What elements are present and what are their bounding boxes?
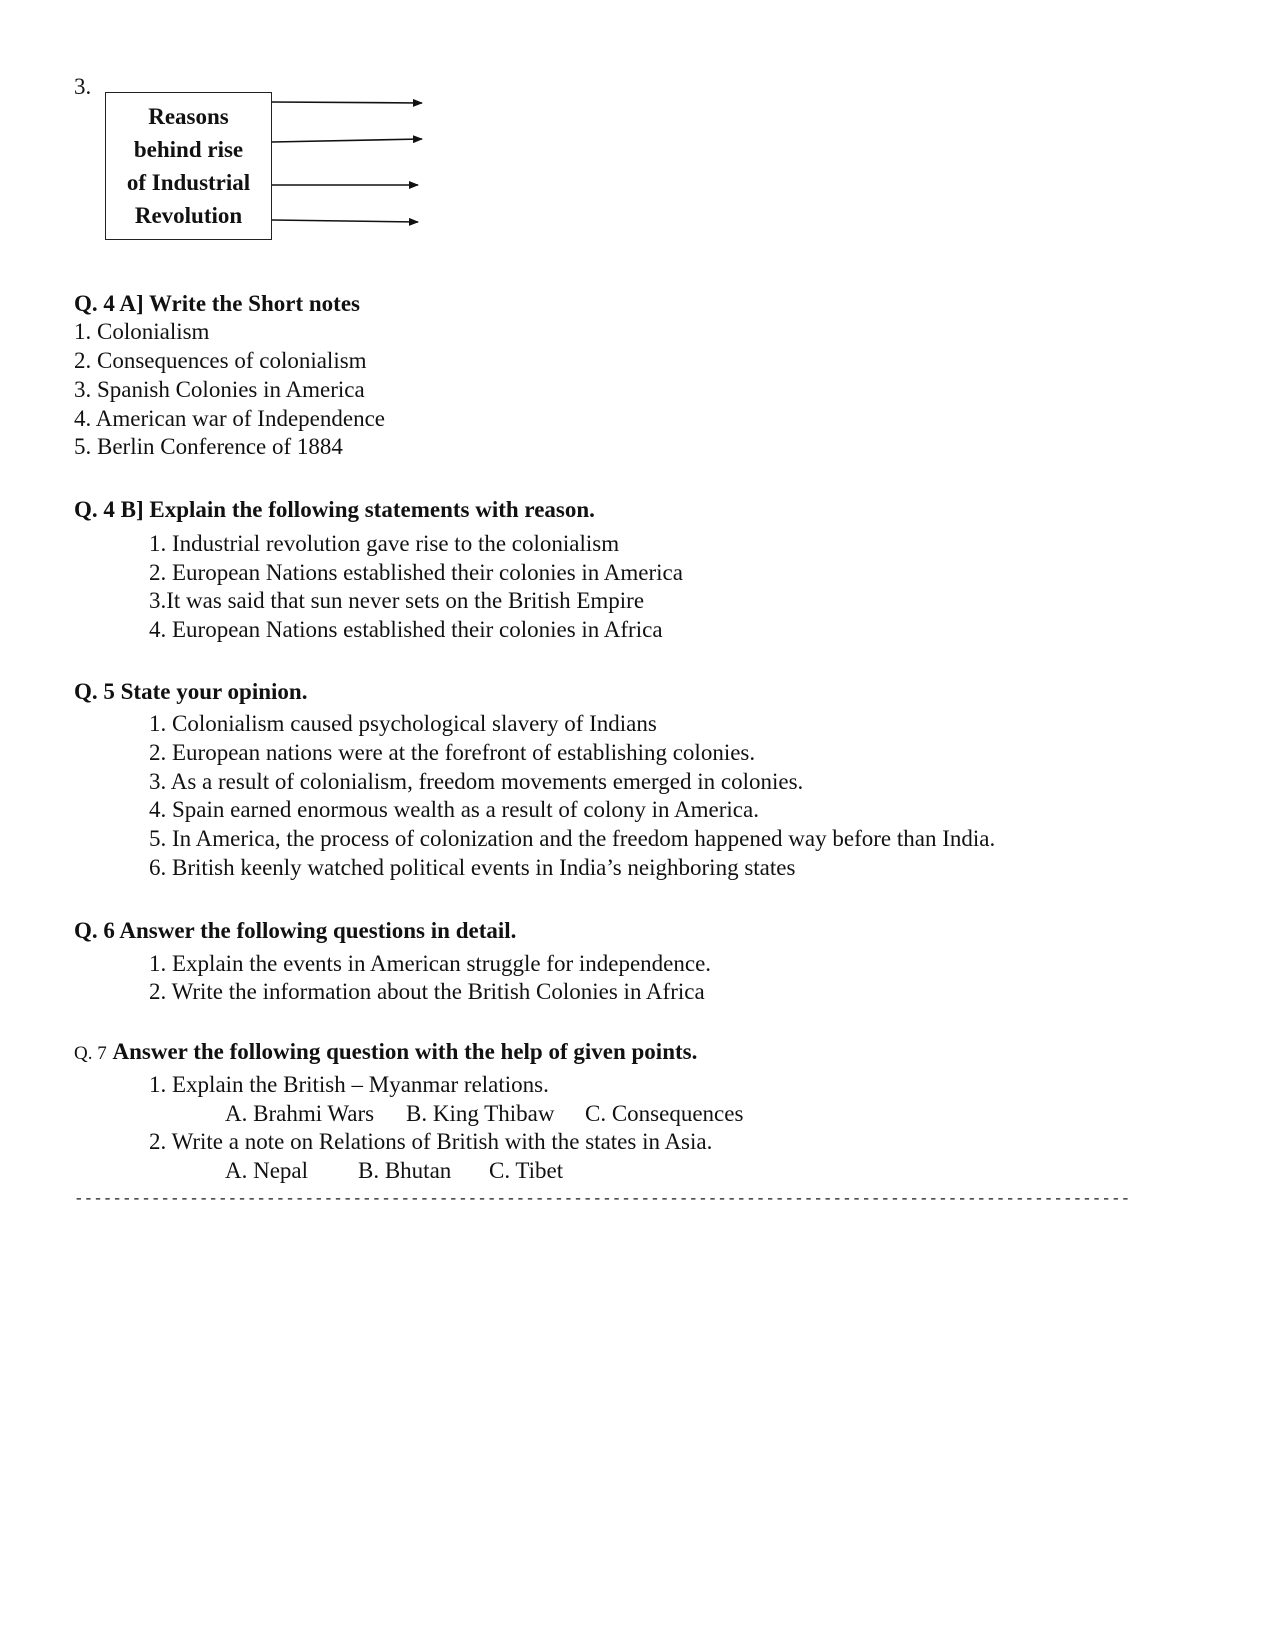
q4a-item: 3. Spanish Colonies in America [74, 377, 365, 402]
q4a-item: 5. Berlin Conference of 1884 [74, 434, 343, 459]
q7-point: B. King Thibaw [406, 1101, 555, 1126]
diagram-number: 3. [74, 74, 92, 99]
q7-point: A. Nepal [225, 1158, 309, 1183]
q4a-heading: Q. 4 A] Write the Short notes [74, 291, 360, 316]
diagram-arrows [270, 90, 430, 230]
arrow [272, 220, 418, 222]
arrow [272, 102, 422, 103]
q5-item: 6. British keenly watched political events in India’s neighboring states [149, 855, 796, 880]
q4b-item: 3.It was said that sun never sets on the British Empire [149, 588, 645, 613]
diagram-box [105, 92, 272, 240]
q5-item: 4. Spain earned enormous wealth as a result of colony in America. [149, 797, 759, 822]
q4b-item: 2. European Nations established their colonies in America [149, 560, 683, 585]
q7-item: 1. Explain the British – Myanmar relations. [149, 1072, 549, 1097]
q5-heading: Q. 5 State your opinion. [74, 679, 308, 704]
q4b-heading: Q. 4 B] Explain the following statements with reason. [74, 497, 595, 522]
q7-heading: Answer the following question with the help of given points. [112, 1039, 698, 1064]
q6-item: 2. Write the information about the British Colonies in Africa [149, 979, 705, 1004]
q5-item: 5. In America, the process of colonization and the freedom happened way before than India. [149, 826, 996, 851]
q7-point: A. Brahmi Wars [225, 1101, 375, 1126]
q6-item: 1. Explain the events in American struggle for independence. [149, 951, 712, 976]
q7-item: 2. Write a note on Relations of British with the states in Asia. [149, 1129, 713, 1154]
q4b-item: 1. Industrial revolution gave rise to the colonialism [149, 531, 620, 556]
diagram-box-line: Reasons [148, 104, 229, 129]
separator-line: -------------------------------------------------------------------------------------------------------------- [74, 1190, 1131, 1208]
q6-heading: Q. 6 Answer the following questions in detail. [74, 918, 517, 943]
q5-item: 1. Colonialism caused psychological slavery of Indians [149, 711, 657, 736]
q4b-item: 4. European Nations established their colonies in Africa [149, 617, 663, 642]
q4a-item: 4. American war of Independence [74, 406, 385, 431]
diagram-box-line: behind rise [133, 137, 244, 162]
q7-point: C. Consequences [585, 1101, 744, 1126]
q7-point: C. Tibet [489, 1158, 564, 1183]
q7-heading-line [74, 1038, 697, 1068]
q7-point: B. Bhutan [358, 1158, 452, 1183]
diagram-box-line: Revolution [134, 203, 243, 228]
diagram-box-line: of Industrial [126, 170, 251, 195]
q5-item: 2. European nations were at the forefront of establishing colonies. [149, 740, 756, 765]
arrow [272, 139, 422, 142]
q7-prefix: Q. 7 [74, 1043, 107, 1064]
q4a-item: 1. Colonialism [74, 319, 210, 344]
q5-item: 3. As a result of colonialism, freedom movements emerged in colonies. [149, 769, 804, 794]
q4a-item: 2. Consequences of colonialism [74, 348, 367, 373]
